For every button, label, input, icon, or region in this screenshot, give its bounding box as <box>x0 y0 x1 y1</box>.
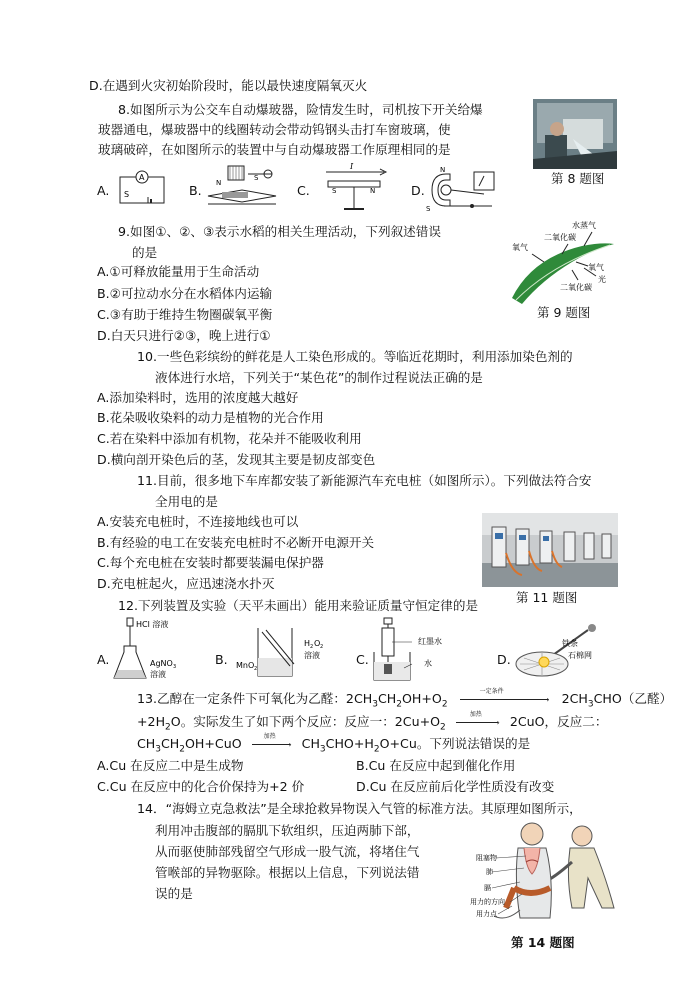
q11-option-c: C.每个充电桩在安装时都要装漏电保护器 <box>97 555 324 570</box>
q8-b-n-label: N <box>216 179 222 187</box>
q9-stem-line1: 9.如图①、②、③表示水稻的相关生理活动，下列叙述错误 <box>118 224 441 239</box>
q8-option-b: B. <box>189 183 202 198</box>
q13-arrow-3-label: 加热 <box>263 733 276 740</box>
q9-label-vapor: 水蒸气 <box>572 221 596 230</box>
q11-stem-line2: 全用电的是 <box>155 494 218 509</box>
q13-arrow-3: 加热 › <box>252 738 292 748</box>
q13-line1 <box>137 688 673 710</box>
q12-stem: 12.下列装置及实验（天平未画出）能用来验证质量守恒定律的是 <box>118 598 479 613</box>
q8-c-s-label: S <box>332 187 337 195</box>
q13-line1-c: OH+O <box>401 691 442 706</box>
q13-line2-c: 2CuO，反应二： <box>509 714 608 729</box>
q14-label-force-dir: 用力的方向 <box>470 898 505 906</box>
q8-b-s-label: S <box>254 174 259 182</box>
q8-a-switch-label: S <box>124 190 130 199</box>
q10-stem-line1: 10.一些色彩缤纷的鲜花是人工染色形成的。等临近花期时，利用添加染色剂的 <box>137 349 573 364</box>
q14-caption: 第 14 题图 <box>511 935 575 950</box>
q8-c-n-label: N <box>370 187 376 195</box>
q14-stem-line4: 管喉部的异物驱除。根据以上信息，下列说法错 <box>155 865 420 880</box>
q11-stem-line1: 11.目前，很多地下车库都安装了新能源汽车充电桩（如图所示）。下列做法符合安 <box>137 473 592 488</box>
q8-figure-d <box>424 160 506 212</box>
q8-caption: 第 8 题图 <box>551 171 605 186</box>
q9-caption: 第 9 题图 <box>537 305 591 320</box>
q14-label-lung: 肺 <box>486 868 493 876</box>
q8-d-n-label: N <box>440 166 446 174</box>
q14-stem-line3: 从而驱使肺部残留空气形成一股气流，将堵住气 <box>155 844 420 859</box>
q12-a-agno3-sub: 3 <box>173 664 177 670</box>
q12-figure-a <box>112 616 192 686</box>
q13-sub: 2 <box>373 744 380 755</box>
q13-line1-e: CHO（乙醛） <box>593 691 673 706</box>
q10-option-b: B.花朵吸收染料的动力是植物的光合作用 <box>97 410 324 425</box>
q12-b-sol-label: 溶液 <box>304 651 320 660</box>
q9-leaf-diagram <box>492 218 620 306</box>
q13-sub: 2 <box>440 722 446 733</box>
q8-option-d: D. <box>411 183 425 198</box>
q13-line3 <box>137 733 531 755</box>
q8-d-s-label: S <box>426 205 431 213</box>
q9-option-d: D.白天只进行②③，晚上进行① <box>97 328 271 343</box>
q10-option-d: D.横向剖开染色后的茎，发现其主要是韧皮部变色 <box>97 452 376 467</box>
q8-option-c: C. <box>297 183 310 198</box>
q12-c-water-label: 水 <box>424 659 432 668</box>
q12-option-c: C. <box>356 652 369 667</box>
q9-stem-line2: 的是 <box>132 245 158 260</box>
q7-option-d: D.在遇到火灾初始阶段时，能以最快速度隔氧灭火 <box>89 78 368 93</box>
q13-sub: 3 <box>155 744 161 755</box>
q10-option-c: C.若在染料中添加有机物，花朵并不能吸收利用 <box>97 431 362 446</box>
q13-line3-d: CH <box>301 736 320 751</box>
q11-option-a: A.安装充电桩时，不连接地线也可以 <box>97 514 299 529</box>
q8-bus-photo <box>533 99 617 169</box>
q9-option-c: C.③有助于维持生物圈碳氧平衡 <box>97 307 273 322</box>
q14-heimlich-figure <box>470 818 624 930</box>
q12-d-net-label: 石棉网 <box>568 651 592 660</box>
q13-line1-a: 13.乙醇在一定条件下可氧化为乙醛：2CH <box>137 691 373 706</box>
q14-stem-line5: 误的是 <box>155 886 193 901</box>
q13-sub: 3 <box>319 744 326 755</box>
q12-a-sol-label: 溶液 <box>150 670 166 679</box>
q13-arrow-1-label: 一定条件 <box>479 688 504 695</box>
q13-line2 <box>137 711 608 733</box>
q8-stem-line1: 8.如图所示为公交车自动爆玻器，险情发生时，司机按下开关给爆 <box>118 102 483 117</box>
q13-line1-d: 2CH <box>561 691 588 706</box>
q12-figure-d <box>506 612 616 682</box>
q13-line3-f: O+Cu。下列说法错误的是 <box>379 736 531 751</box>
q13-line2-b: O。实际发生了如下两个反应：反应一：2Cu+O <box>170 714 441 729</box>
q14-label-force-pt: 用力点 <box>476 910 497 918</box>
q9-label-co2-top: 二氧化碳 <box>544 233 576 242</box>
q9-label-o2-left: 氧气 <box>512 243 528 252</box>
q9-label-co2-bottom: 二氧化碳 <box>560 283 592 292</box>
q12-b-mno2-label: MnO <box>236 661 255 670</box>
q13-option-a: A.Cu 在反应二中是生成物 <box>97 758 244 773</box>
q13-sub: 2 <box>179 744 185 755</box>
q8-figure-b <box>202 160 282 212</box>
q11-charging-photo <box>482 513 618 587</box>
q12-option-b: B. <box>215 652 228 667</box>
q10-option-a: A.添加染料时，选用的浓度越大越好 <box>97 390 299 405</box>
q9-label-light: 光 <box>598 275 606 284</box>
q8-stem-line2: 玻器通电，爆玻器中的线圈转动会带动钨钢头击打车窗玻璃，使 <box>98 122 451 137</box>
q13-sub: 2 <box>441 699 448 710</box>
q12-b-h2o2-sub2: 2 <box>320 644 324 650</box>
q13-arrow-2: 加热 › <box>456 716 500 726</box>
q12-option-a: A. <box>97 652 110 667</box>
q14-label-block: 阻塞物 <box>476 854 497 862</box>
q12-a-agno3-label: AgNO <box>150 659 173 668</box>
q14-stem-line1: 14．“海姆立克急救法”是全球抢救异物误入气管的标准方法。其原理如图所示， <box>137 801 582 816</box>
q13-sub: 3 <box>587 699 594 710</box>
q13-line1-b: CH <box>377 691 397 706</box>
q12-b-h2o2-sub1: 2 <box>310 644 314 650</box>
q10-stem-line2: 液体进行水培，下列关于“某色花”的制作过程说法正确的是 <box>155 370 483 385</box>
q8-figure-c <box>318 160 393 215</box>
q12-a-hcl-label: HCl 溶液 <box>136 620 169 629</box>
q11-caption: 第 11 题图 <box>516 590 578 605</box>
q13-line3-a: CH <box>137 736 156 751</box>
q13-sub: 2 <box>165 722 171 733</box>
q13-sub: 2 <box>396 699 402 710</box>
q13-line3-b: CH <box>161 736 180 751</box>
q12-b-h2o2-h: H <box>304 639 311 648</box>
q8-stem-line3: 玻璃破碎，在如图所示的装置中与自动爆玻器工作原理相同的是 <box>98 142 451 157</box>
q9-label-o2-right: 氧气 <box>588 263 604 272</box>
q9-option-b: B.②可拉动水分在水稻体内运输 <box>97 286 273 301</box>
q13-arrow-2-label: 加热 <box>469 711 482 718</box>
q12-b-h2o2-o: O <box>314 639 321 648</box>
q13-line3-c: OH+CuO <box>185 736 242 751</box>
q12-c-red-water-label: 红墨水 <box>418 637 442 646</box>
q9-option-a: A.①可释放能量用于生命活动 <box>97 264 260 279</box>
q11-option-b: B.有经验的电工在安装充电桩时不必断开电源开关 <box>97 535 375 550</box>
q11-option-d: D.充电桩起火，应迅速浇水扑灭 <box>97 576 275 591</box>
q14-label-diaphragm: 膈 <box>484 884 491 892</box>
q14-stem-line2: 利用冲击腹部的膈肌下软组织，压迫两肺下部， <box>155 823 420 838</box>
q13-line2-a: +2H <box>137 714 166 729</box>
q8-option-a: A. <box>97 183 110 198</box>
q13-line3-e: CHO+H <box>325 736 374 751</box>
q13-sub: 3 <box>372 699 378 710</box>
q8-c-i-label: I <box>350 162 354 171</box>
q8-figure-a <box>112 165 172 210</box>
q13-arrow-1: 一定条件 › <box>460 693 550 703</box>
q12-figure-b <box>232 618 332 682</box>
q13-option-d: D.Cu 在反应前后化学性质没有改变 <box>356 779 555 794</box>
q12-option-d: D. <box>497 652 511 667</box>
q12-b-mno2-sub: 2 <box>254 666 258 672</box>
q13-option-c: C.Cu 在反应中的化合价保持为+2 价 <box>97 779 305 794</box>
q12-d-iron-label: 铁条 <box>562 639 578 648</box>
q8-a-meter-label: A <box>139 173 145 182</box>
q12-figure-c <box>368 616 458 684</box>
q13-option-b: B.Cu 在反应中起到催化作用 <box>356 758 516 773</box>
